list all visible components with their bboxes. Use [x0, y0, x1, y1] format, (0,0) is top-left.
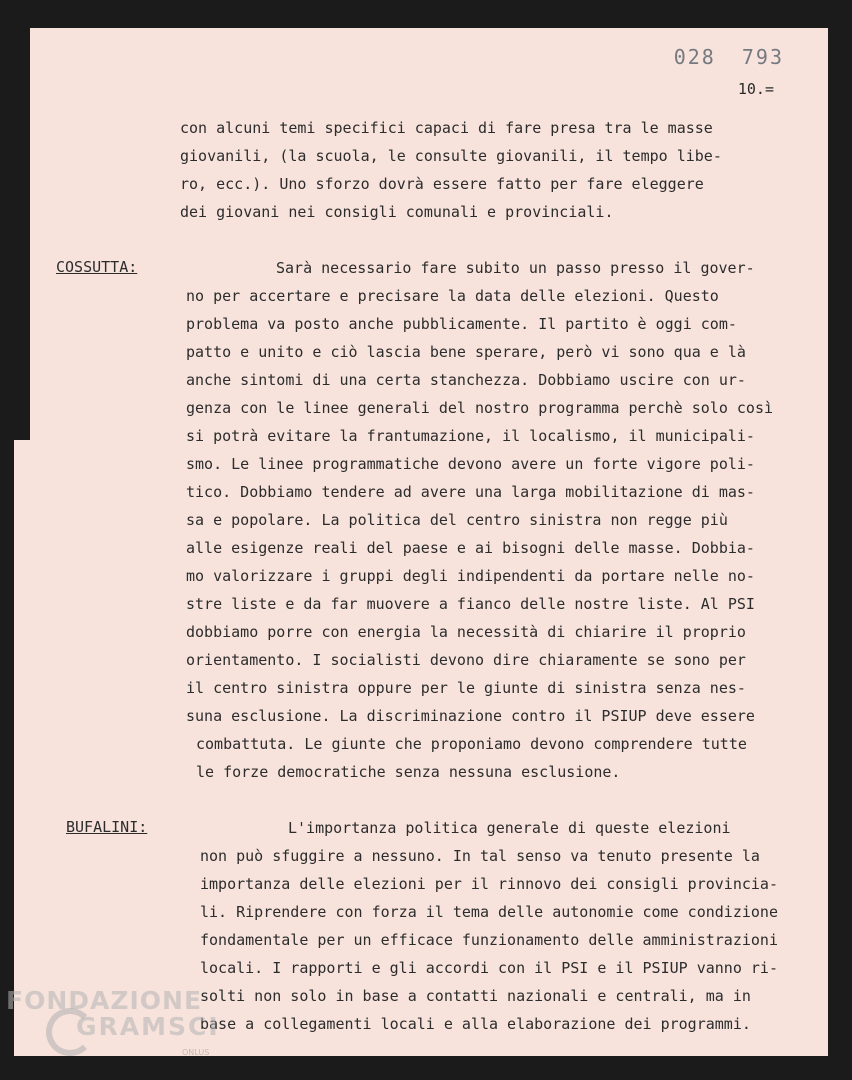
text-line: tico. Dobbiamo tendere ad avere una larga mobilitazione di mas- [186, 483, 755, 501]
text-line: solti non solo in base a contatti nazionali e centrali, ma in [200, 987, 751, 1005]
watermark-line-2: GRAMSCI [76, 1012, 220, 1041]
text-line: mo valorizzare i gruppi degli indipendenti da portare nelle no- [186, 567, 755, 585]
text-line: le forze democratiche senza nessuna esclusione. [196, 763, 621, 781]
text-line: si potrà evitare la frantumazione, il localismo, il municipali- [186, 427, 755, 445]
text-line: stre liste e da far muovere a fianco delle nostre liste. Al PSI [186, 595, 755, 613]
text-line: patto e unito e ciò lascia bene sperare, però vi sono qua e là [186, 343, 746, 361]
text-line: no per accertare e precisare la data delle elezioni. Questo [186, 287, 719, 305]
archive-serial-number: 028 793 [673, 45, 784, 69]
watermark-line-1: FONDAZIONE [6, 986, 203, 1015]
watermark-line-3: ONLUS [182, 1048, 210, 1057]
page-torn-edge [14, 440, 34, 1056]
text-line: problema va posto anche pubblicamente. Il partito è oggi com- [186, 315, 737, 333]
page-number: 10.= [737, 80, 774, 98]
fondazione-gramsci-watermark [6, 986, 226, 1066]
text-line: dei giovani nei consigli comunali e provinciali. [180, 203, 614, 221]
text-line: giovanili, (la scuola, le consulte giovanili, il tempo libe- [180, 147, 722, 165]
text-line: li. Riprendere con forza il tema delle autonomie come condizione [200, 903, 778, 921]
text-line: Sarà necessario fare subito un passo presso il gover- [276, 259, 755, 277]
text-line: combattuta. Le giunte che proponiamo devono comprendere tutte [196, 735, 747, 753]
text-line: locali. I rapporti e gli accordi con il PSI e il PSIUP vanno ri- [200, 959, 778, 977]
text-line: alle esigenze reali del paese e ai bisogni delle masse. Dobbia- [186, 539, 755, 557]
text-line: base a collegamenti locali e alla elaborazione dei programmi. [200, 1015, 751, 1033]
text-line: ro, ecc.). Uno sforzo dovrà essere fatto per fare eleggere [180, 175, 704, 193]
text-line: sa e popolare. La politica del centro sinistra non regge più [186, 511, 728, 529]
text-line: con alcuni temi specifici capaci di fare presa tra le masse [180, 119, 713, 137]
text-line: importanza delle elezioni per il rinnovo dei consigli provincia- [200, 875, 778, 893]
text-line: non può sfuggire a nessuno. In tal senso va tenuto presente la [200, 847, 760, 865]
text-line: fondamentale per un efficace funzionamento delle amministrazioni [200, 931, 778, 949]
text-line: orientamento. I socialisti devono dire chiaramente se sono per [186, 651, 746, 669]
text-line: smo. Le linee programmatiche devono avere un forte vigore poli- [186, 455, 755, 473]
text-line: dobbiamo porre con energia la necessità di chiarire il proprio [186, 623, 746, 641]
text-line: il centro sinistra oppure per le giunte di sinistra senza nes- [186, 679, 746, 697]
text-line: L'importanza politica generale di queste elezioni [288, 819, 731, 837]
text-line: genza con le linee generali del nostro programma perchè solo così [186, 399, 773, 417]
speaker-label-bufalini: BUFALINI: [66, 818, 148, 836]
speaker-label-cossutta: COSSUTTA: [56, 258, 138, 276]
text-line: suna esclusione. La discriminazione contro il PSIUP deve essere [186, 707, 755, 725]
text-line: anche sintomi di una certa stanchezza. Dobbiamo uscire con ur- [186, 371, 746, 389]
